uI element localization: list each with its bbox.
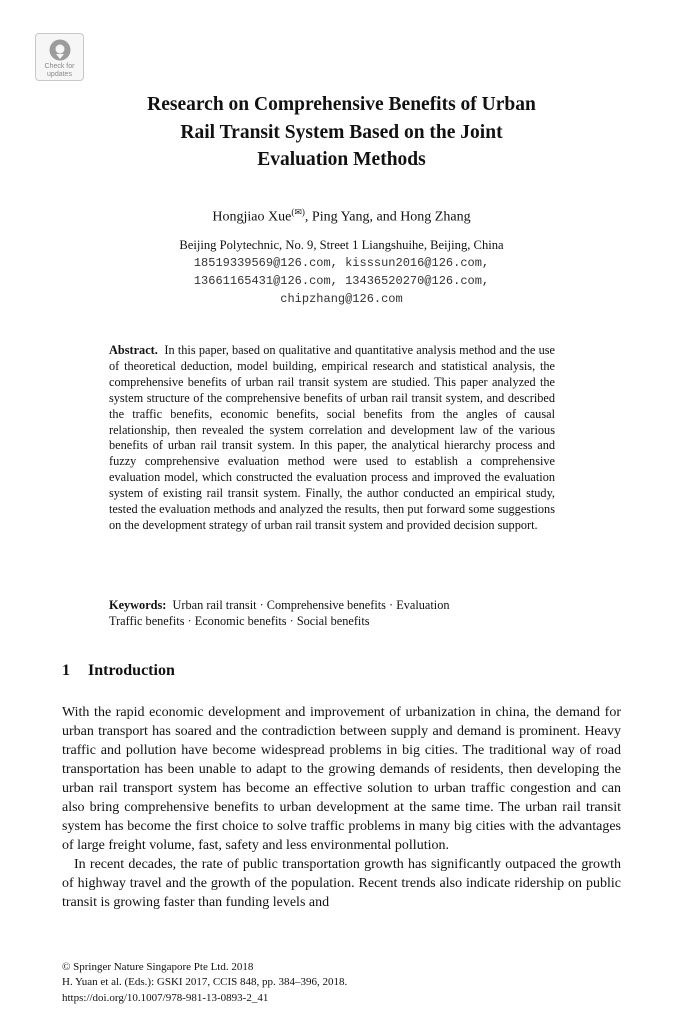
section-number: 1	[62, 662, 70, 679]
title-line: Evaluation Methods	[257, 149, 426, 170]
copyright-footer	[62, 960, 621, 1006]
abstract-text: In this paper, based on qualitative and quantitative analysis method and the use of theoretical deduction, model building, empirical research and statistical analysis, the comprehensive benefits of urban rail transit system are studied. This paper analyzed the system structure of the comprehensive benefits of urban rail transit system, and described the traffic benefits, economic benefits, social benefits from the angles of causal relationship, then revealed the system correlation and development law of the various benefits of urban rail transit system. In this paper, the analytical hierarchy process and fuzzy comprehensive evaluation method were used to establish a comprehensive evaluation model, which constructed the evaluation process and improved the evaluation system of existing rail transit system. Finally, the author conducted an empirical study, tested the evaluation methods and analyzed the results, then put forward some suggestions on the development strategy of urban rail transit system and provided decision support.	[109, 343, 555, 532]
citation-line: H. Yuan et al. (Eds.): GSKI 2017, CCIS 848, pp. 384–396, 2018.	[62, 976, 348, 989]
section-heading	[62, 661, 175, 681]
keywords-line-1: Urban rail transit · Comprehensive benefits · Evaluation	[172, 598, 450, 612]
affiliation: Beijing Polytechnic, No. 9, Street 1 Liangshuihe, Beijing, China	[179, 238, 504, 252]
paragraph: In recent decades, the rate of public transportation growth has significantly outpaced the growth of highway travel and the growth of the population. Recent trends also indicate ridership on public transit is growing faster than funding levels and	[62, 857, 621, 910]
section-title: Introduction	[88, 662, 175, 679]
keywords-label: Keywords:	[109, 598, 167, 612]
abstract-label: Abstract.	[109, 343, 158, 357]
title-line: Research on Comprehensive Benefits of Urban	[147, 94, 536, 115]
author-list	[60, 203, 623, 227]
corresponding-mail-mark[interactable]: (✉)	[291, 207, 305, 217]
paper-title	[60, 91, 623, 174]
other-authors: , Ping Yang, and Hong Zhang	[304, 209, 471, 225]
keywords-line-2: Traffic benefits · Economic benefits · Social benefits	[109, 614, 370, 628]
email-line	[60, 254, 623, 272]
email-link[interactable]: 18519339569@126.com,	[193, 256, 338, 270]
body-text	[62, 703, 621, 912]
crossmark-icon	[48, 38, 72, 62]
badge-line-2: updates	[47, 71, 72, 78]
doi-link[interactable]: https://doi.org/10.1007/978-981-13-0893-2_41	[62, 991, 269, 1004]
copyright-line: © Springer Nature Singapore Pte Ltd. 2018	[62, 961, 254, 973]
title-line: Rail Transit System Based on the Joint	[180, 121, 503, 143]
email-link[interactable]: 13436520270@126.com,	[345, 274, 490, 288]
badge-line-1: Check for	[44, 63, 75, 70]
email-link[interactable]: kisssun2016@126.com,	[345, 256, 490, 270]
paragraph: With the rapid economic development and improvement of urbanization in china, the demand for urban transport has soared and the contradiction between supply and demand is prominent. Heavy traffic and pollution have become widespread problems in big cities. The traditional way of road transportation has been unable to adapt to the growing demands of residents, then developing the urban rail transport system has become an effective solution to urban traffic congestion and can also bring comprehensive benefits to urban development at the same time. The urban rail transit system has become the first choice to solve traffic problems in many big cities with the advantages of large freight volume, fast, safety and less environmental pollution.	[62, 705, 621, 853]
affiliation-block	[60, 236, 623, 308]
check-for-updates-badge[interactable]	[35, 33, 84, 81]
abstract	[109, 343, 555, 534]
email-link[interactable]: 13661165431@126.com,	[193, 274, 338, 288]
keywords	[109, 597, 555, 629]
email-line	[60, 290, 623, 308]
email-link[interactable]: chipzhang@126.com	[280, 292, 403, 306]
email-line	[60, 272, 623, 290]
author-name: Hongjiao Xue	[212, 209, 292, 225]
